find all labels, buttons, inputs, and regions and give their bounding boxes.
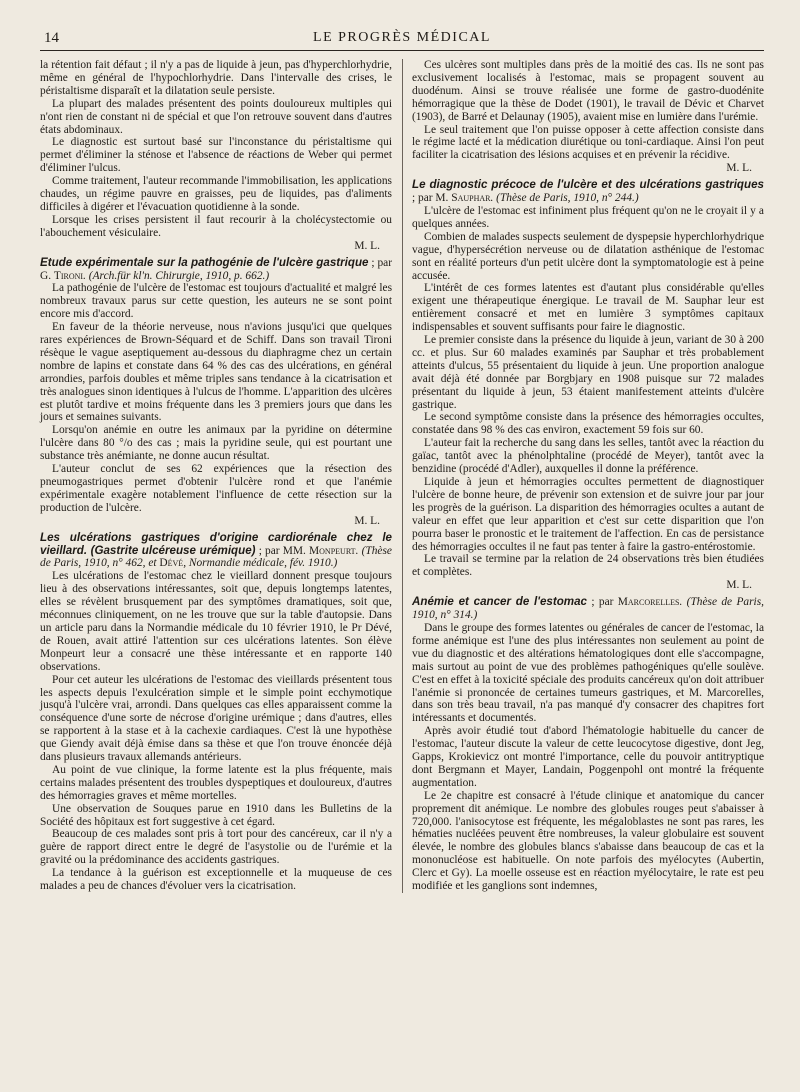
author: Marcorelles (617, 596, 680, 609)
byline: ; par MM. (255, 544, 310, 557)
paragraph: Liquide à jeun et hémorragies occultes permettent de diagnostiquer l'ulcère de bonne heure, de prévenir son extension et de suivre jour par jour les progrès de la guérison. La disparition des hémorragies ocultes a autant de valeur en effet que leur apparition et c'est sur cette disparition que l'on pourra baser le pronostic et le traitement de l'affection. En cas de persistance des hémorragies occultes il ne faut pas tenter à faire la gastro-entérostomie. (412, 476, 764, 553)
paragraph: L'ulcère de l'estomac est infiniment plus fréquent qu'on ne le croyait il y a quelques années. (412, 204, 764, 230)
paragraph: la rétention fait défaut ; il n'y a pas de liquide à jeun, pas d'hyperchlorhydrie, même en général de l'hypochlorhydrie. Dans l'intervalle des crises, le péristaltisme disparaît et la dilatation seule persiste. (40, 59, 392, 97)
paragraph: Le travail se termine par la relation de 24 observations très bien étudiées et complètes. (412, 553, 764, 579)
author: Sauphar (451, 192, 491, 205)
paragraph: Une observation de Souques parue en 1910 dans les Bulletins de la Société des hôpitaux est fort suggestive à cet égard. (40, 802, 392, 828)
paragraph: La plupart des malades présentent des points douloureux multiples qui n'ont rien de constant ni de spécial et que l'on retrouve souvent dans d'autres états abdominaux. (40, 97, 392, 136)
paragraph: Au point de vue clinique, la forme latente est la plus fréquente, mais certains malades présentent des troubles dyspeptiques et douloureux, d'autres des hémorragies graves et même mortelles. (40, 763, 392, 802)
paragraph: La tendance à la guérison est exceptionnelle et la muqueuse de ces malades a peu de chances d'évoluer vers la cicatrisation. (40, 867, 392, 893)
right-column (412, 59, 764, 893)
paragraph: En faveur de la théorie nerveuse, nous n'avions jusqu'ici que quelques rares expériences de Brown-Séquard et de Schiff. Dans son travail Tironi résèque le vague aseptiquement au-dessous du diaphragme chez un certain nombre de lapins et constate dans 64 % des cas des ulcérations, en général arrondies, parfois doubles et même triples sans tendance à la cicatrisation et très analogues sinon identiques à l'ulcus de l'homme. L'apparition des ulcères est plutôt tardive et moins fréquente dans les 3 premiers jours que dans les jours et semaines suivants. (40, 321, 392, 424)
paragraph: Dans le groupe des formes latentes ou générales de cancer de l'estomac, la forme anémique est l'une des plus intéressantes non seulement au point de vue du diagnostic et des altérations hématologiques dont elle s'accompagne, mais surtout au point de vue des problèmes pathogéniques qu'elle soulève. C'est en effet à la toxicité spéciale des produits cancéreux qu'on doit attribuer l'anémie si prononcée de certaines tumeurs gastriques, et M. Marcorelles, dans son très beau travail, n'a pas manqué d'y consacrer des chapitres fort intéressants et documentés. (412, 621, 764, 725)
paragraph: Beaucoup de ces malades sont pris à tort pour des cancéreux, car il n'y a guère de rapport direct entre le degré de l'asystolie ou de l'urémie et la gravité ou la prédominance des accidents gastriques. (40, 828, 392, 867)
paragraph: L'auteur fait la recherche du sang dans les selles, tantôt avec la réaction du gaïac, tantôt avec la phénolphtaline (procédé de Meyer), tantôt avec la benzidine (procédé d'Adler), auxquelles il donne la préférence. (412, 437, 764, 476)
paragraph: Combien de malades suspects seulement de dyspepsie hyperchlorhydrique vague, d'hypersécrétion nerveuse ou de dilatation asthénique de l'estomac sont en réalité porteurs d'un petit ulcère dont la symptomatologie est à peine accusée. (412, 230, 764, 282)
author: Dévé (159, 557, 184, 570)
paragraph: Le diagnostic est surtout basé sur l'inconstance du péristaltisme qui permet d'éliminer la sténose et l'absence de réactions de Weber qui permet d'éliminer l'ulcus. (40, 136, 392, 175)
paragraph: La pathogénie de l'ulcère de l'estomac est toujours d'actualité et malgré les nombreux travaux parus sur cette question, les auteurs ne se sont point encore mis d'accord. (40, 282, 392, 321)
review-entry-heading (412, 179, 764, 205)
paragraph: Lorsqu'on anémie en outre les animaux par la pyridine on détermine l'ulcère dans 80 °/o des cas ; mais la pyridine seule, qui est pourtant une substance très anémiante, ne donne aucun résultat. (40, 424, 392, 463)
byline: ; par (587, 596, 618, 609)
paragraph: Les ulcérations de l'estomac chez le vieillard donnent presque toujours lieu à des observations intéressantes, soit que, depuis longtemps latentes, elles se révèlent brusquement par des symptômes dramatiques, soit que, méconnues cliniquement, on ne les trouve que sur la table d'autopsie. Dans un article paru dans la Normandie médicale du 10 février 1910, le Pr Dévé, de Rouen, avait attiré l'attention sur ces ulcérations latentes. Son élève Monpeurt leur a consacré une thèse intéressante et en rapporte 140 observations. (40, 570, 392, 673)
paragraph: Lorsque les crises persistent il faut recourir à la cholécystectomie ou l'abouchement vésiculaire. (40, 213, 392, 239)
running-title: LE PROGRÈS MÉDICAL (313, 30, 491, 45)
reference: . (Thèse de Paris, 1910, n° 244.) (490, 192, 639, 205)
reference: . (Thèse de Paris, 1910, n° 462, et (40, 544, 392, 570)
page-number: 14 (44, 30, 59, 46)
review-title: Le diagnostic précoce de l'ulcère et des ulcérations gastriques (412, 178, 764, 192)
paragraph: Le second symptôme consiste dans la présence des hémorragies occultes, constatée dans 98 % des cas environ, exactement 59 fois sur 60. (412, 411, 764, 437)
left-column (40, 59, 392, 893)
paragraph: Comme traitement, l'auteur recommande l'immobilisation, les applications chaudes, un régime pauvre en graisses, peu de liquides, pas d'aliments difficiles à digérer et l'évacuation quotidienne à la sonde. (40, 175, 392, 213)
signature: M. L. (726, 162, 752, 175)
review-title: Anémie et cancer de l'estomac (412, 595, 588, 609)
paragraph: Le premier consiste dans la présence du liquide à jeun, variant de 30 à 200 cc. et plus. Sur 60 malades examinés par Sauphar et très probablement atteints d'ulcus, 55 présentaient du liquide à jeun. Une proportion analogue avait déjà été donnée par Borgbjary en 1908 puisque sur 72 malades présentant du liquide à jeun, 53 étaient manifestement atteints d'ulcère gastrique. (412, 334, 764, 411)
reference: . (Thèse de Paris, 1910, n° 314.) (412, 596, 764, 622)
review-title: Etude expérimentale sur la pathogénie de l'ulcère gastrique (40, 255, 369, 269)
byline: ; par M. (412, 192, 452, 205)
paragraph: Après avoir étudié tout d'abord l'hématologie habituelle du cancer de l'estomac, l'auteur discute la valeur de cette leucocytose digestive, dont Jeg, Gapps, Krokievicz ont montré l'importance, celle du pouvoir antitryptique dont Bergmann et Mayer, Landain, Poggenpohl ont montré la fréquente augmentation. (412, 725, 764, 789)
paragraph: Le 2e chapitre est consacré à l'étude clinique et anatomique du cancer proprement dit anémique. Le nombre des globules rouges peut s'abaisser à 720,000. l'anisocytose est fréquente, les mégaloblastes ne sont pas rares, les hématies nucléées peuvent être nombreuses, la valeur globulaire est souvent élevée, le nombre des globules blancs s'abaisse dans beaucoup de cas et la mononucléose est habituelle. On note parfois des myélocytes (Aubertin, Clerc et Gy). La moelle osseuse est en réaction myélocytaire, le rate est peu modifiée et les ganglions sont indemnes, (412, 789, 764, 893)
signature: M. L. (354, 239, 380, 252)
review-title: Les ulcérations gastriques d'origine cardiorénale chez le vieillard. (Gastrite ulcéreuse urémique) (40, 530, 392, 557)
paragraph: Pour cet auteur les ulcérations de l'estomac des vieillards présentent tous les aspects depuis l'exulcération simple et le simple point ecchymotique jusqu'à l'ulcère vrai, arrondi. Dans quelques cas elles apparaissent comme la conséquence d'une sorte de nécrose d'origine urémique ; dans d'autres, elles se rapportent à la stase et à la cachexie cardiaques. C'est là une hypothèse que Giendy avait déjà émise dans sa thèse et que l'on trouve énoncée déjà dans plusieurs travaux allemands antérieurs. (40, 673, 392, 764)
author: Tironi (53, 269, 84, 282)
review-entry-heading (40, 257, 392, 283)
reference: . (Arch.für kl'n. Chirurgie, 1910, p. 662.) (83, 269, 270, 282)
page-header (40, 28, 764, 51)
reference: , Normandie médicale, fév. 1910.) (183, 557, 338, 570)
paragraph: L'auteur conclut de ses 62 expériences que la résection des pneumogastriques permet d'obtenir l'ulcère rond et que l'anémie expérimentale exagère notablement l'influence de cette résection sur la production de l'ulcère. (40, 463, 392, 514)
author: Monpeurt (309, 544, 356, 557)
column-divider (402, 59, 403, 893)
paragraph: L'intérêt de ces formes latentes est d'autant plus considérable qu'elles exigent une thérapeutique énergique. Le travail de M. Sauphar leur est entièrement consacré et met en lumière 3 symptômes capitaux indispensables et souvent suffisants pour faire le diagnostic. (412, 282, 764, 334)
byline: ; par G. (40, 256, 393, 282)
signature: M. L. (354, 514, 380, 527)
review-entry-heading (412, 596, 764, 622)
review-entry-heading (40, 532, 392, 571)
signature: M. L. (726, 579, 752, 592)
text-columns (40, 59, 764, 893)
paragraph: Ces ulcères sont multiples dans près de la moitié des cas. Ils ne sont pas exclusivement localisés à l'estomac, mais se propagent souvent au duodénum. Ainsi se trouve réalisée une forme de gastro-duodénite hémorragique que la thèse de Dodet (1901), le travail de Dévic et Charvet (1903), de Barré et Delaunay (1905), avaient mise en lumière dans l'urémie. (412, 59, 764, 123)
paragraph: Le seul traitement que l'on puisse opposer à cette affection consiste dans le régime lacté et la médication diurétique ou toni-cardiaque. Ainsi l'on peut faciliter la cicatrisation des lésions acquises et en prévenir la récidive. (412, 123, 764, 162)
